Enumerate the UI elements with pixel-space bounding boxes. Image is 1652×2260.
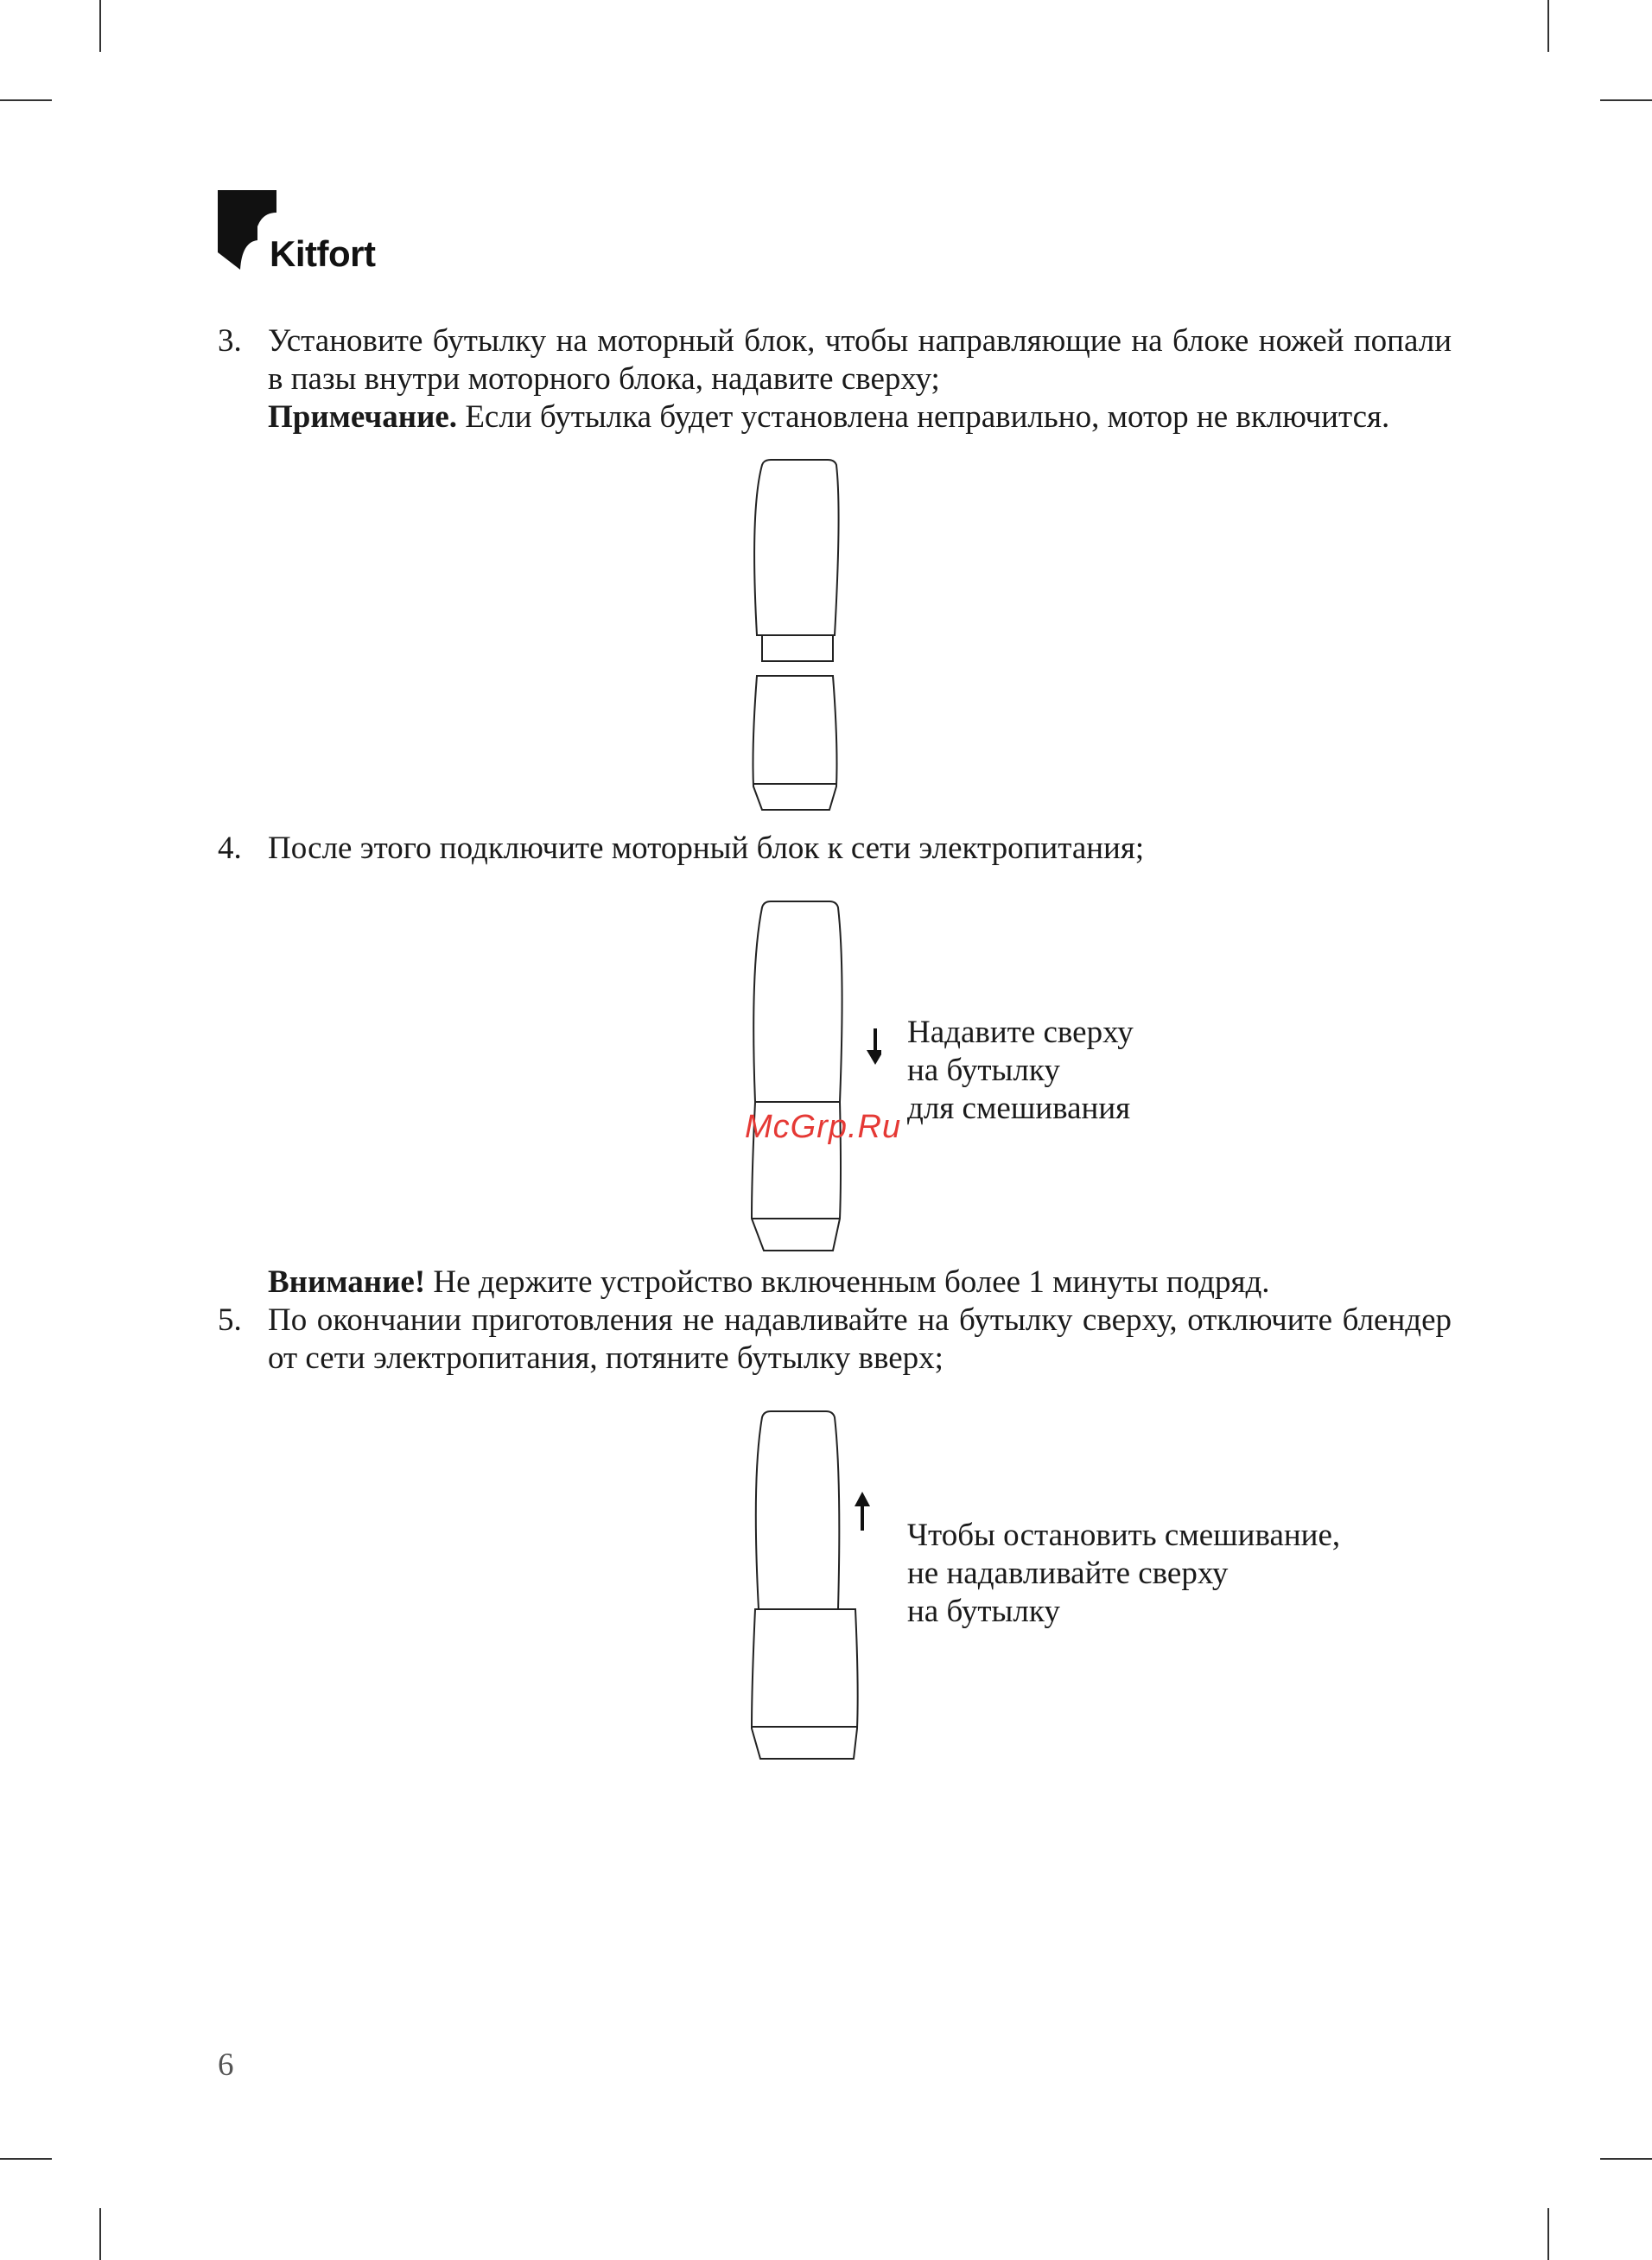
step-5 [218,1302,1452,1385]
crop-mark [99,2208,101,2260]
note-label: Примечание. [268,399,458,435]
arrow-up-icon [855,1492,870,1531]
release-caption [907,1517,1340,1631]
warning-label: Внимание! [268,1264,426,1300]
motor-block [753,676,837,810]
crop-mark [1547,0,1549,52]
crop-mark [1600,2158,1652,2160]
crop-mark [1547,2208,1549,2260]
brand-logo [218,190,391,277]
step-text: После этого подключите моторный блок к сети электропитания; [268,831,1145,866]
warning-text: Не держите устройство включенным более 1 минуты подряд. [425,1264,1270,1300]
step-4 [218,830,1452,873]
figure-bottle-release [743,1409,881,1767]
motor-block [752,1609,858,1759]
page-number: 6 [218,2047,234,2083]
bottle-outline [756,1411,840,1609]
press-caption [907,1014,1134,1128]
caption-line: для смешивания [907,1091,1131,1126]
step-number: 3. [218,323,242,359]
caption-line: на бутылку [907,1053,1060,1088]
step-number: 4. [218,831,242,866]
caption-line: на бутылку [907,1594,1060,1629]
blade-block [762,635,833,661]
bottle-outline [754,460,838,635]
step-3 [218,322,1452,443]
caption-line: Чтобы остановить смешивание, [907,1518,1341,1553]
note-text: Если бутылка будет установлена неправильно, мотор не включится. [457,399,1390,435]
arrow-down-icon [867,1028,881,1065]
bottle-outline [753,901,842,1102]
logo-wordmark: Kitfort [270,233,376,274]
step-note [268,398,1452,436]
caption-line: Надавите сверху [907,1015,1134,1050]
caption-line: не надавливайте сверху [907,1556,1229,1591]
crop-mark [99,0,101,52]
step-number: 5. [218,1302,242,1338]
warning [218,1264,1452,1303]
step-text: По окончании приготовления не надавливайте на бутылку сверху, отключите блендер от сети электропитания, потяните бутылку вверх; [268,1302,1452,1376]
watermark: McGrp.Ru [745,1109,902,1145]
crop-mark [0,2158,52,2160]
figure-bottle-install [743,458,855,817]
figure-bottle-press [743,899,881,1257]
step-text: Установите бутылку на моторный блок, чтобы направляющие на блоке ножей попали в пазы внутри моторного блока, надавите сверху; [268,323,1452,397]
crop-mark [1600,99,1652,101]
crop-mark [0,99,52,101]
